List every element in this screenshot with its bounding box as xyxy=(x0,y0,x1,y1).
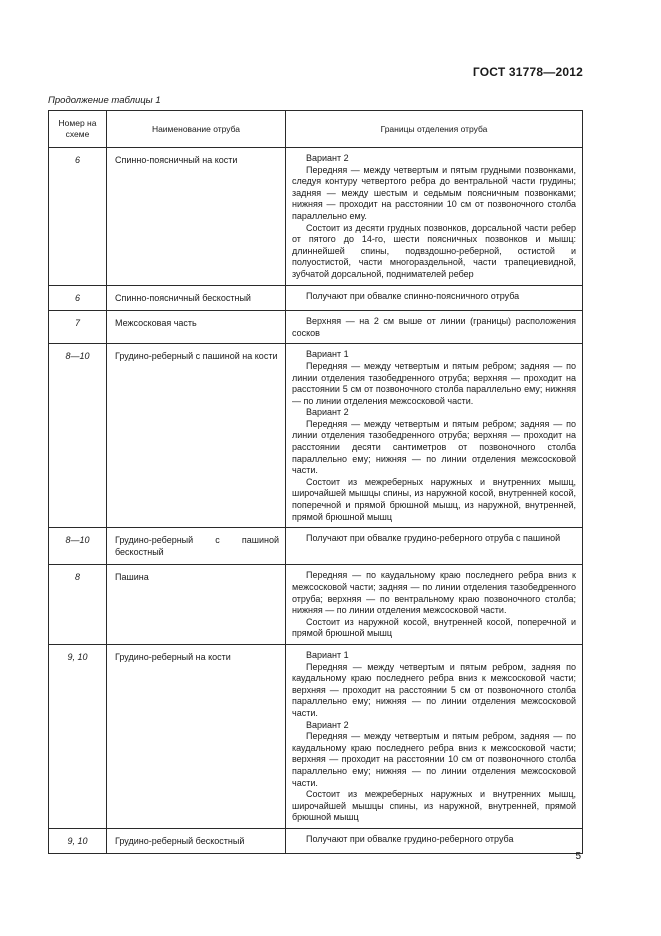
document-code: ГОСТ 31778—2012 xyxy=(472,65,583,79)
row-number: 8 xyxy=(49,565,107,645)
cut-boundaries xyxy=(286,148,583,286)
paragraph: Передняя — между четвертым и пятым ребром, задняя — по каудальному краю последнего ребра вниз к межсосковой части; верхняя — проходит на расстоянии 10 см от позвоночного столба параллельно ему; нижняя — по линии отделения межсосковой части. xyxy=(292,731,576,788)
row-number: 9, 10 xyxy=(49,828,107,854)
cut-boundaries xyxy=(286,344,583,528)
cut-boundaries xyxy=(286,565,583,645)
table-header-row xyxy=(49,111,583,148)
cut-boundaries xyxy=(286,644,583,828)
column-header-number: Номер на схеме xyxy=(49,111,107,148)
paragraph: Вариант 1 xyxy=(306,349,349,360)
cut-name: Грудино-реберный с пашиной на кости xyxy=(107,344,286,528)
paragraph: Состоит из межреберных наружных и внутренних мышц, широчайшей мышцы спины, из наружной косой, внутренней косой, поперечной и прямой брюшной мышц, из наружной, внутренней, прямой брюшной мышц xyxy=(292,476,576,522)
row-number: 6 xyxy=(49,285,107,311)
paragraph: Состоит из межреберных наружных и внутренних мышц, широчайшей мышцы спины, из наружной, внутренней, прямой брюшной мышц xyxy=(292,789,576,823)
paragraph: Вариант 2 xyxy=(306,153,349,163)
cut-name: Пашина xyxy=(107,565,286,645)
paragraph: Вариант 1 xyxy=(306,649,349,660)
paragraph: Передняя — по каудальному краю последнего ребра вниз к межсосковой части; задняя — по линии отделения тазобедренного отруба; верхняя — по вентральному краю позвоночного столба; нижняя — по линии отделения межсосковой части. xyxy=(292,570,576,616)
row-number: 8—10 xyxy=(49,528,107,565)
paragraph: Верхняя — на 2 см выше от линии (границы) расположения сосков xyxy=(292,316,576,338)
table-row xyxy=(49,528,583,565)
cuts-table xyxy=(48,110,583,854)
row-number: 9, 10 xyxy=(49,644,107,828)
table-row xyxy=(49,344,583,528)
table-row xyxy=(49,644,583,828)
cut-boundaries xyxy=(286,828,583,854)
paragraph: Получают при обвалке спинно-поясничного отруба xyxy=(306,290,520,301)
table-row xyxy=(49,311,583,344)
paragraph: Вариант 2 xyxy=(306,407,349,418)
cut-name: Спинно-поясничный на кости xyxy=(107,148,286,286)
paragraph: Передняя — между четвертым и пятым ребром; задняя — по линии отделения тазобедренного отруба; верхняя — проходит на расстоянии 5 см от позвоночного столба параллельно ему; нижняя — по линии отделения межсосковой части. xyxy=(292,360,576,406)
paragraph: Получают при обвалке грудино-реберного отруба с пашиной xyxy=(306,533,561,544)
table-row xyxy=(49,285,583,311)
paragraph: Состоит из десяти грудных позвонков, дорсальной части ребер от пятого до 14-го, шести поясничных позвонков и мышц: длиннейшей спины, подвздошно-реберной, остистой и полуостистой, части многораздельной, части трапециевидной, зубчатой дорсальной, поднимателей ребер xyxy=(292,222,576,279)
paragraph: Вариант 2 xyxy=(306,719,349,730)
cut-name: Межсосковая часть xyxy=(107,311,286,344)
column-header-name: Наименование отруба xyxy=(107,111,286,148)
paragraph: Передняя — между четвертым и пятым ребром; задняя — по линии отделения тазобедренного отруба; верхняя — проходит на расстоянии десяти сантиметров от позвоночного столба параллельно ему; нижняя — по линии отделения межсосковой части. xyxy=(292,418,576,476)
paragraph: Состоит из наружной косой, внутренней косой, поперечной и прямой брюшной мышц xyxy=(292,616,576,639)
cut-boundaries xyxy=(286,528,583,565)
cut-name: Спинно-поясничный бескостный xyxy=(107,285,286,311)
table-caption: Продолжение таблицы 1 xyxy=(48,95,161,106)
column-header-boundaries: Границы отделения отруба xyxy=(286,111,583,148)
cut-boundaries xyxy=(286,311,583,344)
paragraph: Передняя — между четвертым и пятым грудными позвонками, следуя контуру четвертого ребра до вентральной части грудины; задняя — между шестым и седьмым поясничным позвонками; нижняя — проходит на расстоянии 10 см от позвоночного столба параллельно ему. xyxy=(292,164,576,221)
table-row xyxy=(49,828,583,854)
paragraph: Передняя — между четвертым и пятым ребром, задняя по каудальному краю последнего ребра вниз к межсосковой части; верхняя — проходит на расстоянии 5 см от позвоночного столба параллельно ему; нижняя — по линии отделения межсосковой части. xyxy=(292,661,576,718)
cut-name: Грудино-реберный бескостный xyxy=(107,828,286,854)
row-number: 6 xyxy=(49,148,107,286)
page-number: 5 xyxy=(575,851,581,862)
cut-boundaries xyxy=(286,285,583,311)
row-number: 7 xyxy=(49,311,107,344)
table-row xyxy=(49,565,583,645)
table-row xyxy=(49,148,583,286)
paragraph: Получают при обвалке грудино-реберного отруба xyxy=(306,833,514,844)
cut-name: Грудино-реберный на кости xyxy=(107,644,286,828)
cut-name: Грудино-реберный с пашиной бескостный xyxy=(107,528,286,565)
row-number: 8—10 xyxy=(49,344,107,528)
